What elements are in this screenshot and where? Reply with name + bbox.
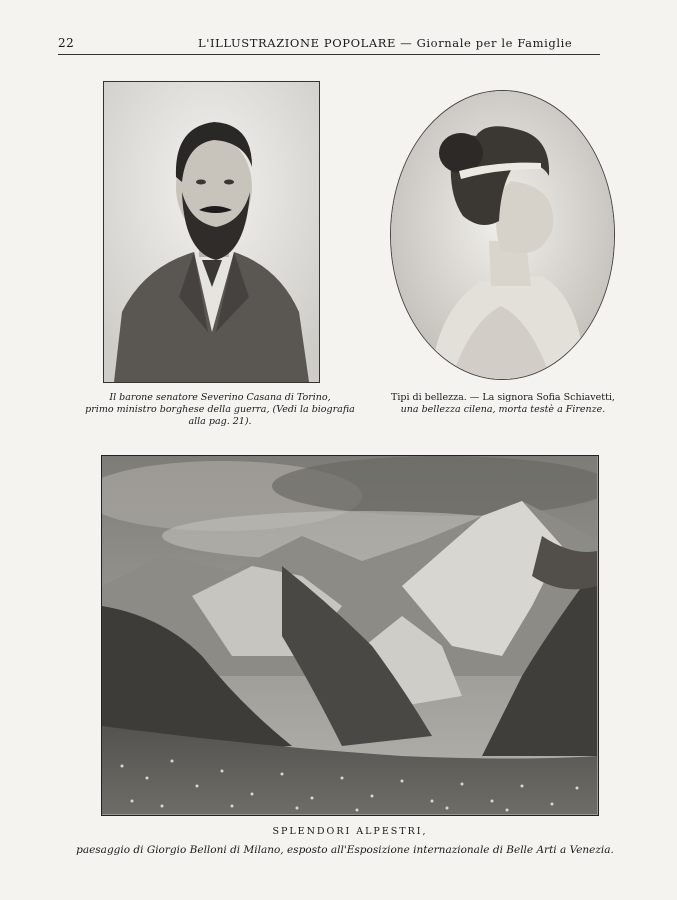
portrait-photo-casana xyxy=(103,81,320,383)
caption-portrait-line1: Il barone senatore Severino Casana di Torino, xyxy=(109,392,331,403)
caption-oval-line2: una bellezza cilena, morta testè a Firenze. xyxy=(400,404,606,415)
caption-oval-line1: Tipi di bellezza. — La signora Sofia Schiavetti, xyxy=(391,392,615,403)
caption-oval-schiavetti xyxy=(378,392,628,416)
landscape-painting-splendori-alpestri xyxy=(101,455,599,816)
oval-portrait-schiavetti xyxy=(390,90,615,380)
page-header xyxy=(58,36,600,55)
page-number: 22 xyxy=(58,36,75,50)
running-head: L'ILLUSTRAZIONE POPOLARE — Giornale per le Famiglie xyxy=(198,36,573,50)
caption-landscape-description: paesaggio di Giorgio Belloni di Milano, esposto all'Esposizione internazionale di Belle Arti a Venezia. xyxy=(76,844,614,856)
caption-portrait-line2: primo ministro borghese della guerra, (Vedi la biografia alla pag. 21). xyxy=(85,404,355,427)
caption-landscape-title: SPLENDORI ALPESTRI, xyxy=(272,826,428,837)
caption-portrait-casana xyxy=(85,392,355,428)
